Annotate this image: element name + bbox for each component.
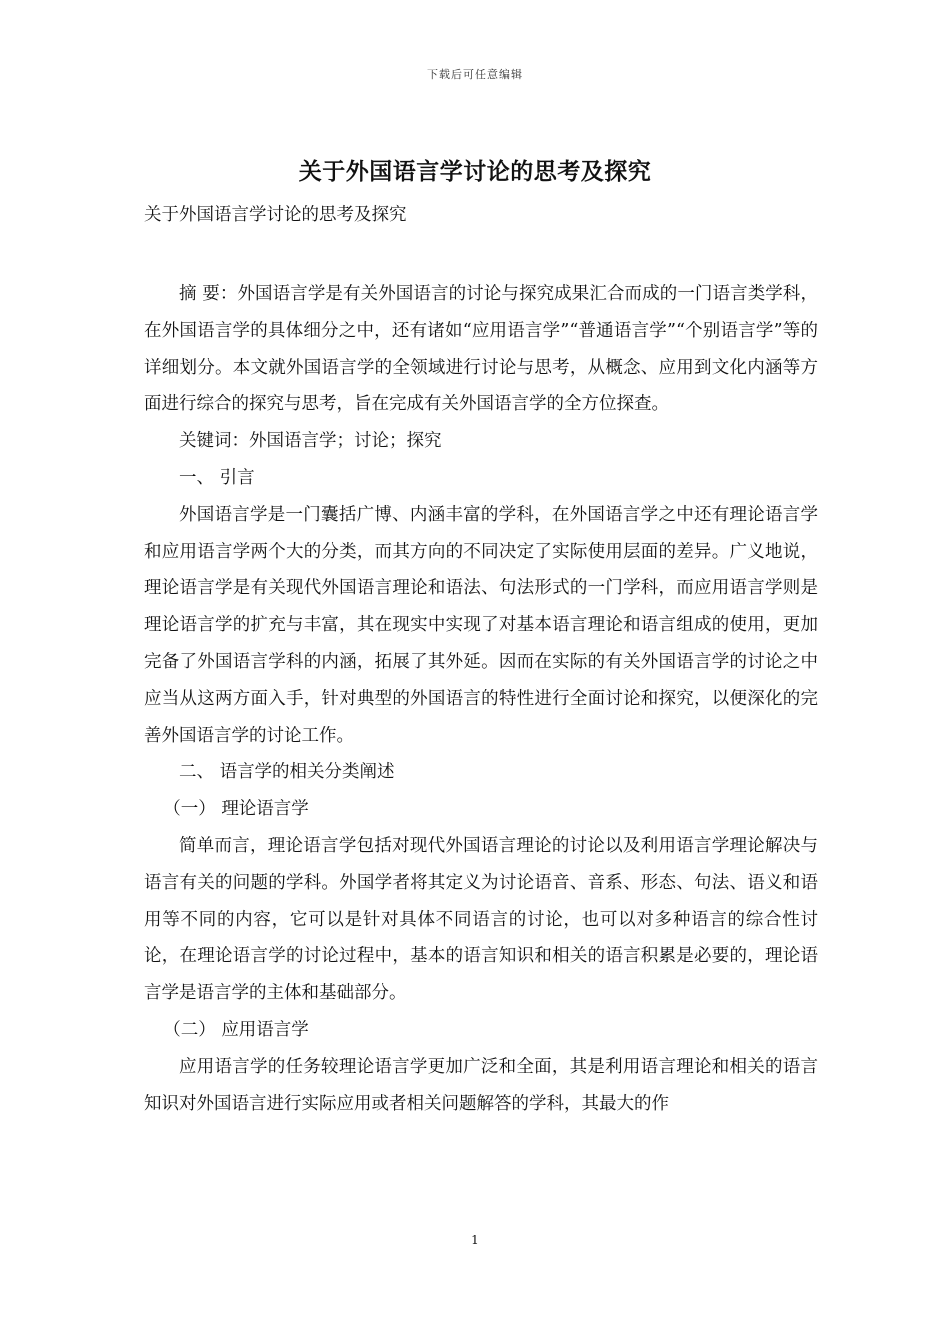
- body-paragraph: 简单而言，理论语言学包括对现代外国语言理论的讨论以及利用语言学理论解决与语言有关的问题的学科。外国学者将其定义为讨论语音、音系、形态、句法、语义和语用等不同的内容，它可以是针对具体不同语言的讨论，也可以对多种语言的综合性讨论，在理论语言学的讨论过程中，基本的语言知识和相关的语言积累是必要的，理论语言学是语言学的主体和基础部分。: [144, 835, 818, 1004]
- abstract-paragraph: 摘 要：外国语言学是有关外国语言的讨论与探究成果汇合而成的一门语言类学科，在外国语言学的具体细分之中，还有诸如“应用语言学”“普通语言学”“个别语言学”等的详细划分。本文就外国语言学的全领域进行讨论与思考，从概念、应用到文化内涵等方面进行综合的探究与思考，旨在完成有关外国语言学的全方位探查。: [144, 284, 818, 415]
- page-number: 1: [471, 1233, 479, 1247]
- subsection-heading-applied: （二） 应用语言学: [163, 1019, 309, 1040]
- subsection-heading-theoretical: （一） 理论语言学: [163, 799, 309, 820]
- document-body: [144, 276, 818, 1122]
- header-note: 下载后可任意编辑: [427, 68, 523, 81]
- document-subtitle: 关于外国语言学讨论的思考及探究: [144, 205, 407, 225]
- keywords-paragraph: 关键词：外国语言学；讨论；探究: [179, 431, 442, 452]
- section-heading-classification: 二、 语言学的相关分类阐述: [179, 762, 395, 783]
- document-title: 关于外国语言学讨论的思考及探究: [298, 158, 652, 185]
- body-paragraph: 外国语言学是一门囊括广博、内涵丰富的学科，在外国语言学之中还有理论语言学和应用语言学两个大的分类，而其方向的不同决定了实际使用层面的差异。广义地说，理论语言学是有关现代外国语言理论和语法、句法形式的一门学科，而应用语言学则是理论语言学的扩充与丰富，其在现实中实现了对基本语言理论和语言组成的使用，更加完备了外国语言学科的内涵，拓展了其外延。因而在实际的有关外国语言学的讨论之中应当从这两方面入手，针对典型的外国语言的特性进行全面讨论和探究，以便深化的完善外国语言学的讨论工作。: [144, 504, 818, 746]
- body-paragraph: 应用语言学的任务较理论语言学更加广泛和全面，其是利用语言理论和相关的语言知识对外国语言进行实际应用或者相关问题解答的学科，其最大的作: [144, 1056, 818, 1114]
- section-heading-introduction: 一、 引言: [179, 467, 255, 488]
